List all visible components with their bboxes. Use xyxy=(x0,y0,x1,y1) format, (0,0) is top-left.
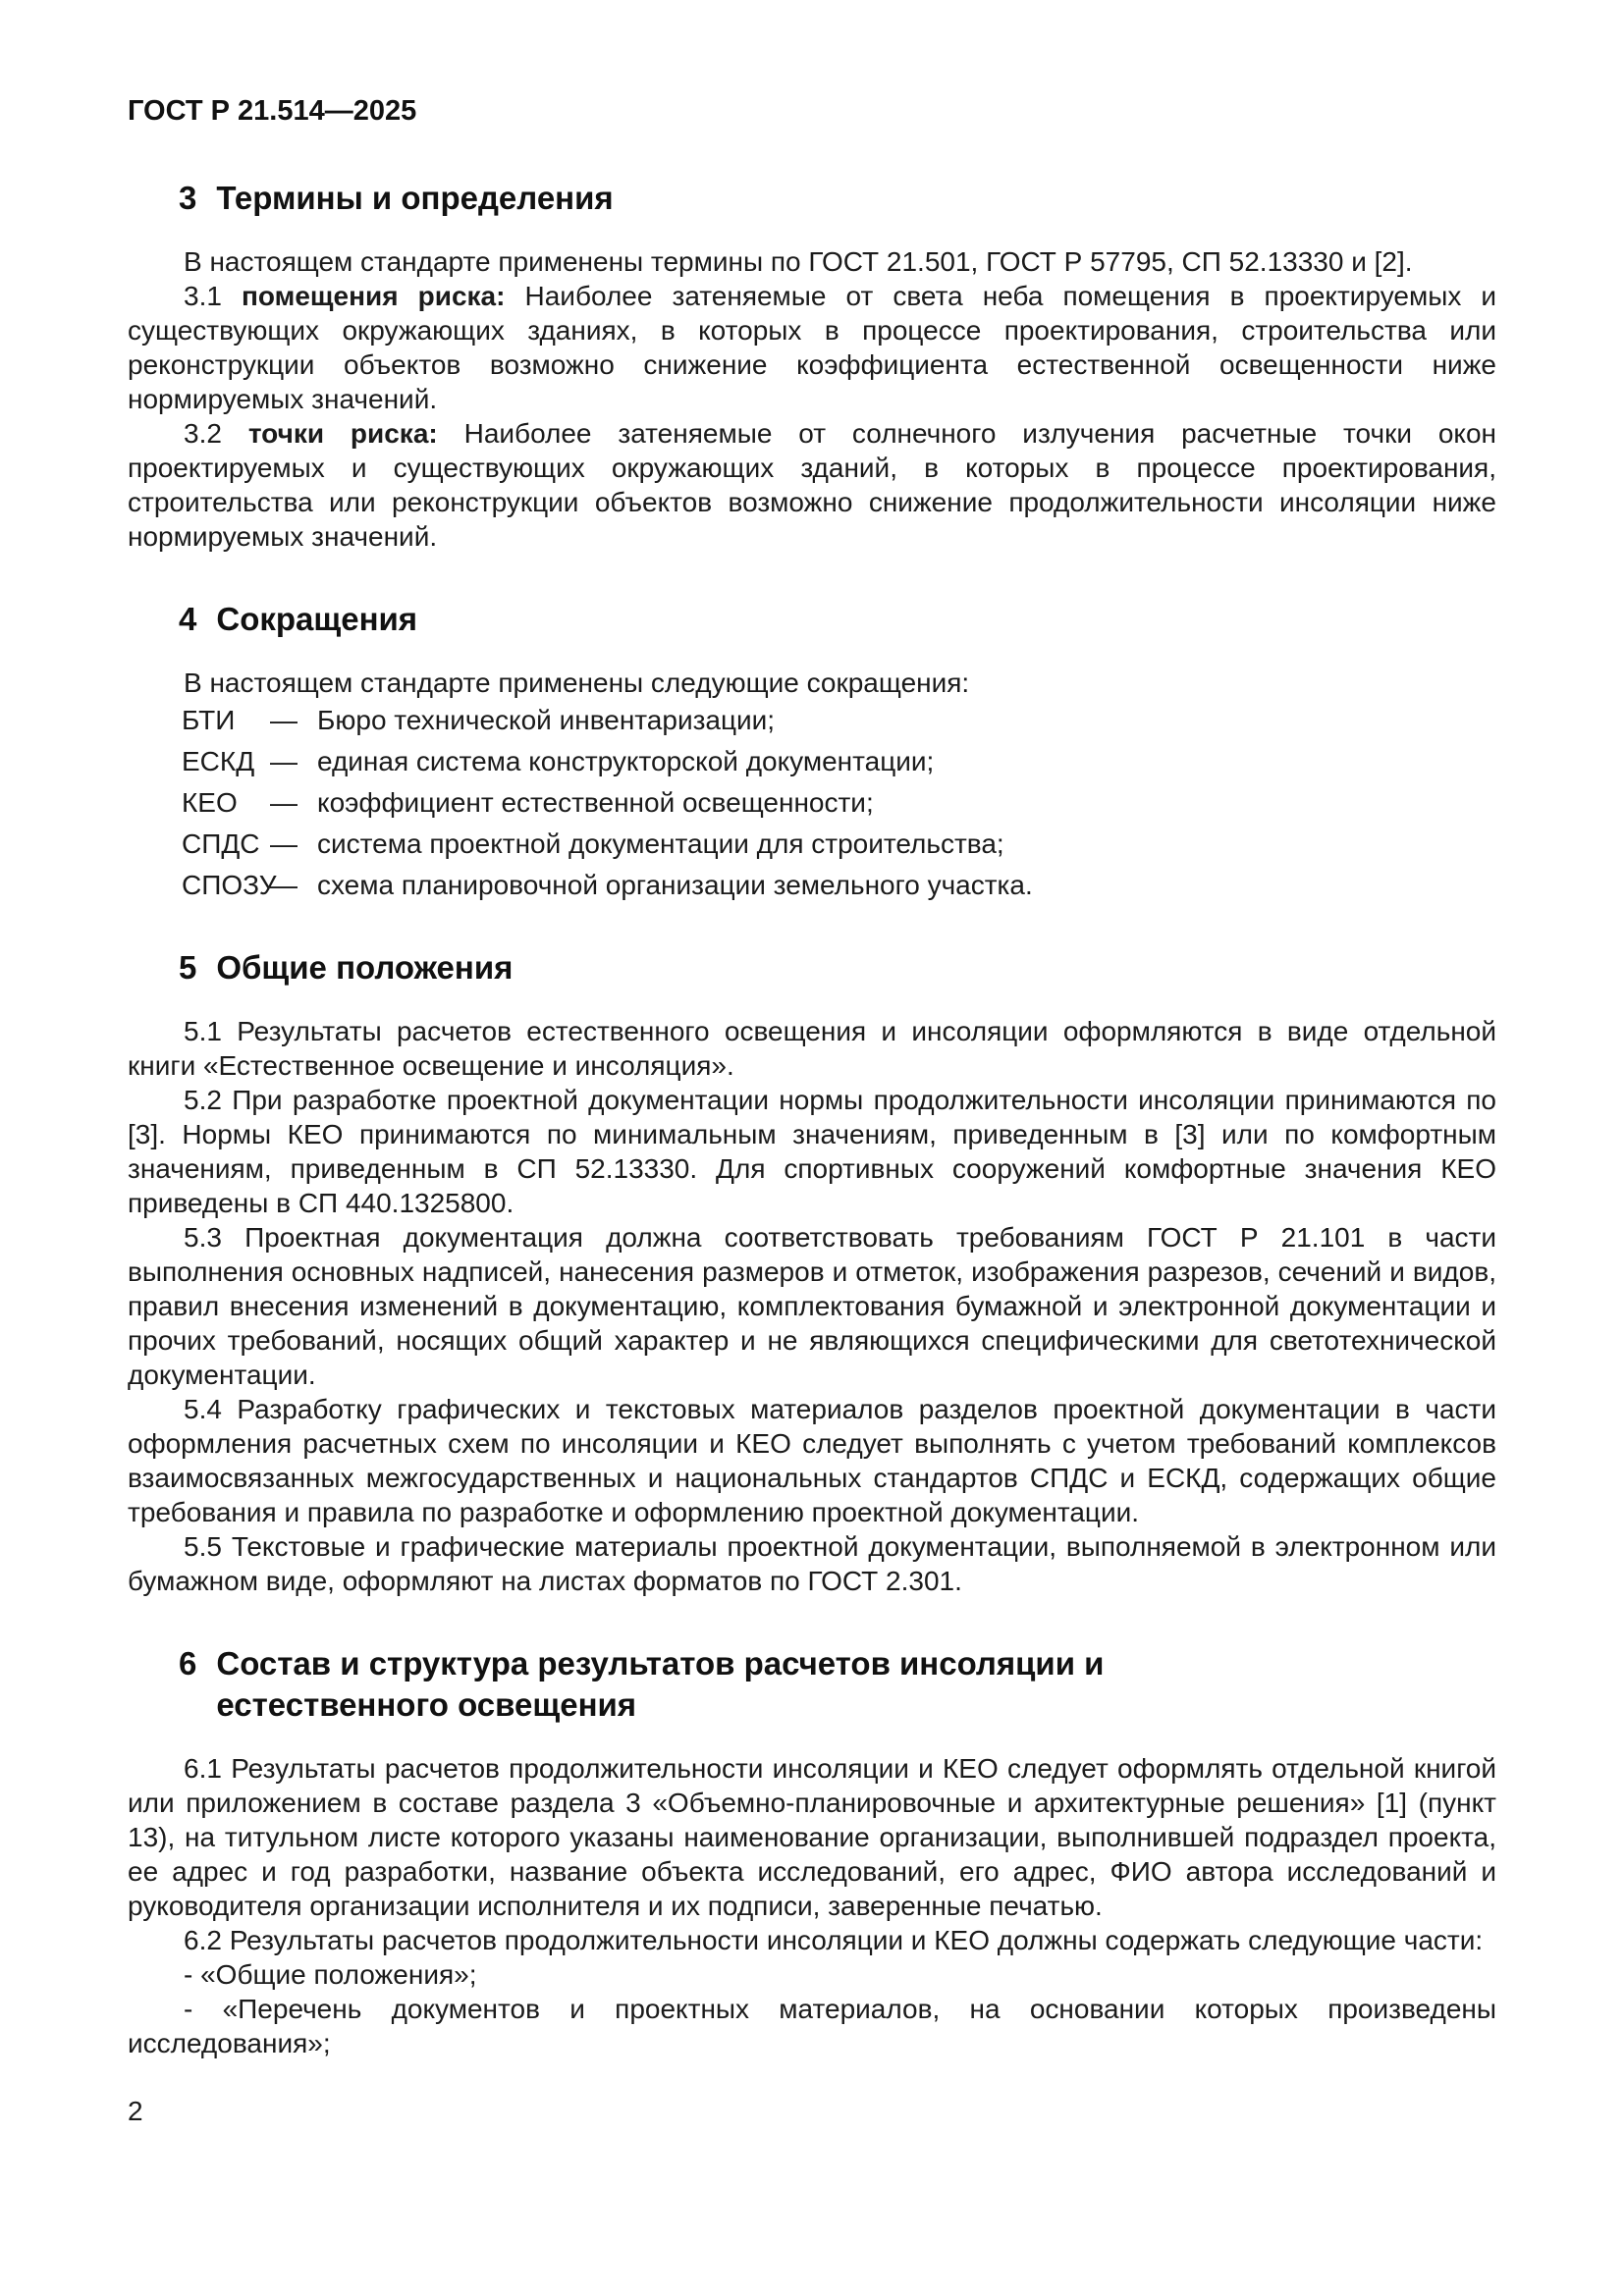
paragraph-text: Результаты расчетов продолжительности инсоляции и КЕО следует оформлять отдельной книгой или приложением в составе раздела 3 «Объемно-планировочные и архитектурные решения» [1] (пункт 13), на титульном листе которого указаны наименование организации, выполнившей подраздел проекта, ее адрес и год разработки, название объекта исследований, его адрес, ФИО автора исследований и руководителя организации исполнителя и их подписи, заверенные печатью. xyxy=(128,1753,1497,1921)
paragraph-5-1 xyxy=(128,1014,1496,1083)
term-entry-3-2 xyxy=(128,416,1496,554)
abbreviation-row xyxy=(182,827,1496,861)
paragraph-6-1 xyxy=(128,1751,1496,1923)
paragraph-number: 6.1 xyxy=(184,1753,222,1784)
section-5-number: 5 xyxy=(179,949,197,986)
section-3-title: Термины и определения xyxy=(216,180,614,216)
section-4-number: 4 xyxy=(179,601,197,637)
term-name: точки риска: xyxy=(247,418,438,449)
list-item: - «Общие положения»; xyxy=(184,1959,477,1990)
list-item: - «Перечень документов и проектных материалов, на основании которых произведены исследования»; xyxy=(128,1994,1496,2058)
abbreviation-definition: схема планировочной организации земельного участка. xyxy=(317,870,1033,900)
page-content xyxy=(128,93,1496,2128)
term-entry-3-1 xyxy=(128,279,1496,416)
section-6-number: 6 xyxy=(179,1645,197,1682)
paragraph-5-5 xyxy=(128,1529,1496,1598)
abbreviation-term: ЕСКД xyxy=(182,746,255,776)
page-number: 2 xyxy=(128,2096,143,2126)
section-4-intro: В настоящем стандарте применены следующие сокращения: xyxy=(184,667,970,698)
term-number: 3.1 xyxy=(184,281,222,311)
abbreviation-dash: — xyxy=(270,705,298,735)
paragraph-5-3 xyxy=(128,1220,1496,1392)
paragraph-number: 6.2 xyxy=(184,1925,222,1955)
abbreviation-term: КЕО xyxy=(182,787,238,818)
paragraph-number: 5.4 xyxy=(184,1394,222,1424)
paragraph-5-2 xyxy=(128,1083,1496,1220)
paragraph-text: Результаты расчетов продолжительности инсоляции и КЕО должны содержать следующие части: xyxy=(229,1925,1484,1955)
abbreviation-term: СПДС xyxy=(182,828,260,859)
term-number: 3.2 xyxy=(184,418,222,449)
abbreviation-row xyxy=(182,744,1496,778)
abbreviation-row xyxy=(182,703,1496,737)
section-6-title: Состав и структура результатов расчетов инсоляции и естественного освещения xyxy=(216,1645,1105,1723)
term-definition: Наиболее затеняемые от солнечного излучения расчетные точки окон проектируемых и существующих окружающих зданий, в которых в процессе проектирования, строительства или реконструкции объектов возможно снижение продолжительности инсоляции ниже нормируемых значений. xyxy=(128,418,1497,552)
abbreviation-definition: единая система конструкторской документации; xyxy=(317,746,935,776)
section-3-heading xyxy=(179,178,1496,219)
abbreviation-definition: Бюро технической инвентаризации; xyxy=(317,705,776,735)
paragraph-number: 5.1 xyxy=(184,1016,222,1046)
paragraph-number: 5.3 xyxy=(184,1222,222,1253)
section-5-title: Общие положения xyxy=(216,949,514,986)
abbreviation-term: БТИ xyxy=(182,705,236,735)
section-4-heading xyxy=(179,599,1496,640)
abbreviation-term: СПОЗУ xyxy=(182,870,277,900)
section-3-number: 3 xyxy=(179,180,197,216)
abbreviation-definition: система проектной документации для строительства; xyxy=(317,828,1004,859)
abbreviation-dash: — xyxy=(270,870,298,900)
abbreviation-dash: — xyxy=(270,828,298,859)
abbreviation-definition: коэффициент естественной освещенности; xyxy=(317,787,874,818)
paragraph-text: Результаты расчетов естественного освещения и инсоляции оформляются в виде отдельной книги «Естественное освещение и инсоляция». xyxy=(128,1016,1497,1081)
abbreviation-dash: — xyxy=(270,746,298,776)
abbreviation-list xyxy=(128,703,1496,902)
term-name: помещения риска: xyxy=(242,281,506,311)
document-header: ГОСТ Р 21.514—2025 xyxy=(128,95,417,127)
paragraph-5-4 xyxy=(128,1392,1496,1529)
term-definition: Наиболее затеняемые от света неба помещения в проектируемых и существующих окружающих зданиях, в которых в процессе проектирования, строительства или реконструкции объектов возможно снижение коэффициента естественной освещенности ниже нормируемых значений. xyxy=(128,281,1497,414)
paragraph-text: Проектная документация должна соответствовать требованиям ГОСТ Р 21.101 в части выполнения основных надписей, нанесения размеров и отметок, изображения разрезов, сечений и видов, правил внесения изменений в документацию, комплектования бумажной и электронной документации и прочих требований, носящих общий характер и не являющихся специфическими для светотехнической документации. xyxy=(128,1222,1497,1390)
paragraph-text: При разработке проектной документации нормы продолжительности инсоляции принимаются по [3]. Нормы КЕО принимаются по минимальным значениям, приведенным в [3] или по комфортным значениям, приведенным в СП 52.13330. Для спортивных сооружений комфортные значения КЕО приведены в СП 440.1325800. xyxy=(128,1085,1497,1218)
paragraph-text: Разработку графических и текстовых материалов разделов проектной документации в части оформления расчетных схем по инсоляции и КЕО следует выполнять с учетом требований комплексов взаимосвязанных межгосударственных и национальных стандартов СПДС и ЕСКД, содержащих общие требования и правила по разработке и оформлению проектной документации. xyxy=(128,1394,1496,1527)
paragraph-number: 5.5 xyxy=(184,1531,222,1562)
section-6-heading xyxy=(179,1643,1496,1726)
abbreviation-dash: — xyxy=(270,787,298,818)
section-3-intro: В настоящем стандарте применены термины по ГОСТ 21.501, ГОСТ Р 57795, СП 52.13330 и [2]. xyxy=(184,246,1413,277)
paragraph-number: 5.2 xyxy=(184,1085,222,1115)
section-4-title: Сокращения xyxy=(216,601,418,637)
section-5-heading xyxy=(179,947,1496,988)
paragraph-text: Текстовые и графические материалы проектной документации, выполняемой в электронном или бумажном виде, оформляют на листах форматов по ГОСТ 2.301. xyxy=(128,1531,1496,1596)
abbreviation-row xyxy=(182,785,1496,820)
paragraph-6-2 xyxy=(128,1923,1496,1957)
abbreviation-row xyxy=(182,868,1496,902)
